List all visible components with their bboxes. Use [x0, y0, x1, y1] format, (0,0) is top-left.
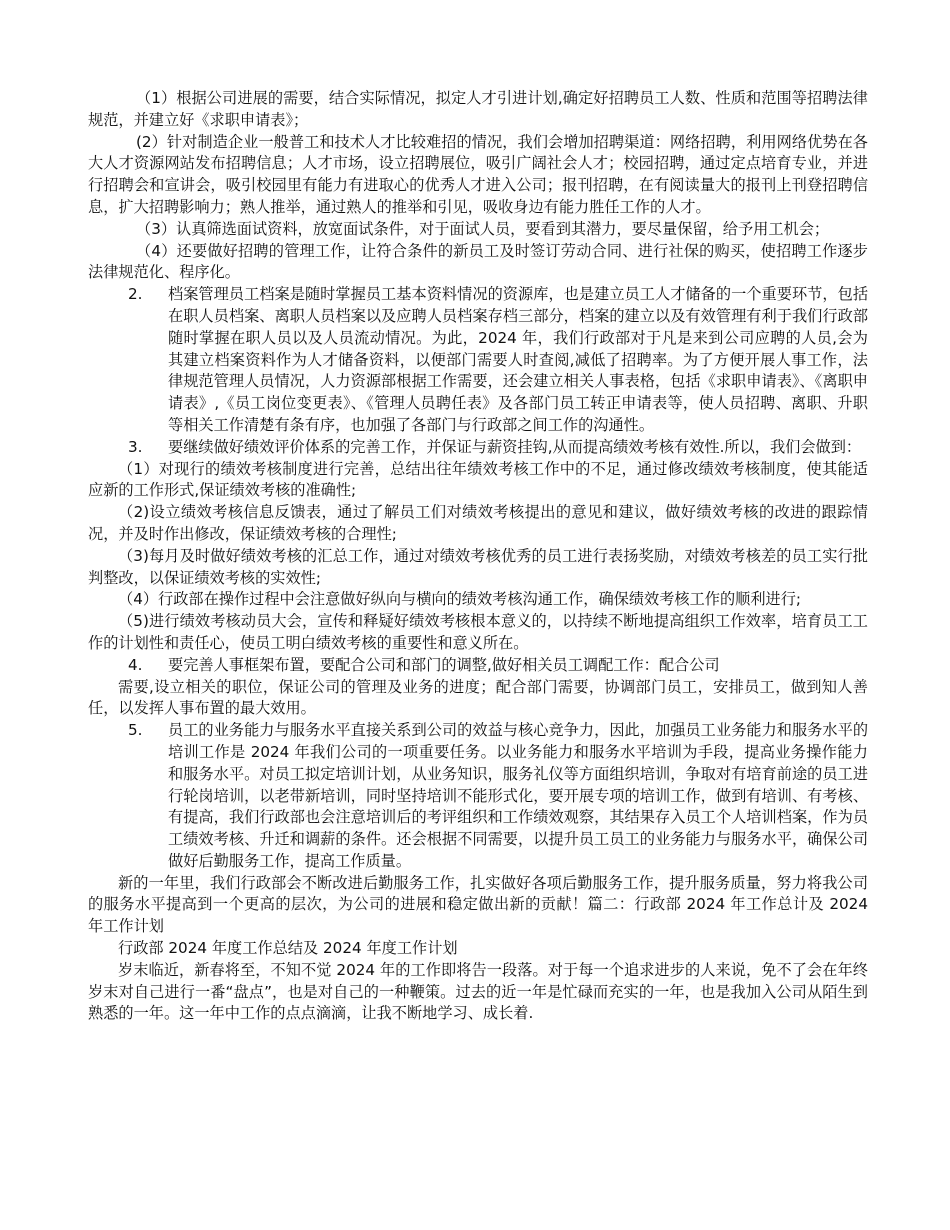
paragraph-recruit-3: （3）认真筛选面试资料，放宽面试条件，对于面试人员，要看到其潜力，要尽量保留，给予用工机会；	[136, 219, 830, 238]
numbered-item-5	[88, 720, 868, 873]
item-number: 2.	[128, 285, 143, 304]
paragraph-recruit-2: (2）针对制造企业一般普工和技术人才比较难招的情况，我们会增加招聘渠道：网络招聘，利用网络优势在各大人才资源网站发布招聘信息；人才市场，设立招聘展位，吸引广阔社会人才；校园招聘，通过定点培育专业，并进行招聘会和宣讲会，吸引校园里有能力有进取心的优秀人才进入公司；报刊招聘，在有阅读量大的报刊上刊登招聘信息，扩大招聘影响力；熟人推举，通过熟人的推举和引见，吸收身边有能力胜任工作的人才。	[88, 132, 868, 216]
paragraph-recruit-1: （1）根据公司进展的需要，结合实际情况，拟定人才引进计划,确定好招聘员工人数、性质和范围等招聘法律规范，并建立好《求职申请表》；	[88, 89, 868, 129]
item-number: 5.	[128, 721, 143, 740]
paragraph-intro: 岁末临近，新春将至，不知不觉 2024 年的工作即将告一段落。对于每一个追求进步的人来说，免不了会在年终岁末对自己进行一番“盘点”，也是对自己的一种鞭策。过去的近一年是忙碌而充实的一年，也是我加入公司从陌生到熟悉的一年。这一年中工作的点点滴滴，让我不断地学习、成长着.	[88, 960, 868, 1023]
paragraph-perf-5: （5)进行绩效考核动员大会，宣传和释疑好绩效考核根本意义的，以持续不断地提高组织工作效率，培育员工工作的计划性和责任心，使员工明白绩效考核的重要性和意义所在。	[88, 612, 868, 652]
item-text: 档案管理员工档案是随时掌握员工基本资料情况的资源库，也是建立员工人才储备的一个重要环节，包括在职人员档案、离职人员档案以及应聘人员档案存档三部分，档案的建立以及有效管理有利于我们行政部随时掌握在职人员以及人员流动情况。为此，2024 年，我们行政部对于凡是来到公司应聘的人员,会为其建立档案资料作为人才储备资料，以便部门需要人时查阅,减低了招聘率。为了方便开展人事工作，法律规范管理人员情况，人力资源部根据工作需要，还会建立相关人事表格，包括《求职申请表》、《离职申请表》,《员工岗位变更表》、《管理人员聘任表》及各部门员工转正申请表等，使人员招聘、离职、升职等相关工作清楚有条有序，也加强了各部门与行政部之间工作的沟通性。	[168, 285, 868, 434]
numbered-item-3	[88, 437, 868, 459]
item-number: 4.	[128, 655, 143, 674]
paragraph-perf-3: （3)每月及时做好绩效考核的汇总工作，通过对绩效考核优秀的员工进行表扬奖励，对绩效考核差的员工实行批判整改，以保证绩效考核的实效性;	[88, 546, 868, 587]
section-title: 行政部 2024 年度工作总结及 2024 年度工作计划	[118, 939, 458, 958]
item-text: 要完善人事框架布置，要配合公司和部门的调整,做好相关员工调配工作：配合公司	[168, 655, 720, 674]
paragraph-item4-continued: 需要,设立相关的职位，保证公司的管理及业务的进度；配合部门需要，协调部门员工，安排员工，做到知人善任，以发挥人事布置的最大效用。	[88, 677, 868, 718]
item-number: 3.	[128, 437, 143, 456]
paragraph-perf-1: （1）对现行的绩效考核制度进行完善，总结出往年绩效考核工作中的不足，通过修改绩效考核制度，使其能适应新的工作形式,保证绩效考核的准确性;	[88, 459, 868, 500]
paragraph-perf-4: （4）行政部在操作过程中会注意做好纵向与横向的绩效考核沟通工作，确保绩效考核工作的顺利进行;	[118, 590, 802, 609]
paragraph-closing: 新的一年里，我们行政部会不断改进后勤服务工作，扎实做好各项后勤服务工作，提升服务质量，努力将我公司的服务水平提高到一个更高的层次，为公司的进展和稳定做出新的贡献！篇二：行政部 2024 年工作总计及 2024 年工作计划	[88, 873, 868, 936]
numbered-item-4	[88, 655, 868, 677]
numbered-item-2	[88, 284, 868, 437]
paragraph-recruit-4: （4）还要做好招聘的管理工作，让符合条件的新员工及时签订劳动合同、进行社保的购买，使招聘工作逐步法律规范化、程序化。	[88, 241, 868, 282]
paragraph-perf-2: （2)设立绩效考核信息反馈表，通过了解员工们对绩效考核提出的意见和建议，做好绩效考核的改进的跟踪情况，并及时作出修改，保证绩效考核的合理性;	[88, 503, 868, 543]
document-body	[88, 88, 868, 1025]
item-text: 员工的业务能力与服务水平直接关系到公司的效益与核心竞争力，因此，加强员工业务能力和服务水平的培训工作是 2024 年我们公司的一项重要任务。以业务能力和服务水平培训为手段，提高业务操作能力和服务水平。对员工拟定培训计划，从业务知识，服务礼仪等方面组织培训，争取对有培育前途的员工进行轮岗培训，以老带新培训，同时坚持培训不能形式化，要开展专项的培训工作，做到有培训、有考核、有提高，我们行政部也会注意培训后的考评组织和工作绩效观察，其结果存入员工个人培训档案，作为员工绩效考核、升迁和调薪的条件。还会根据不同需要，以提升员工员工的业务能力与服务水平，确保公司做好后勤服务工作，提高工作质量。	[168, 721, 868, 870]
item-text: 要继续做好绩效评价体系的完善工作，并保证与薪资挂钩,从而提高绩效考核有效性.所以，我们会做到：	[168, 437, 862, 456]
